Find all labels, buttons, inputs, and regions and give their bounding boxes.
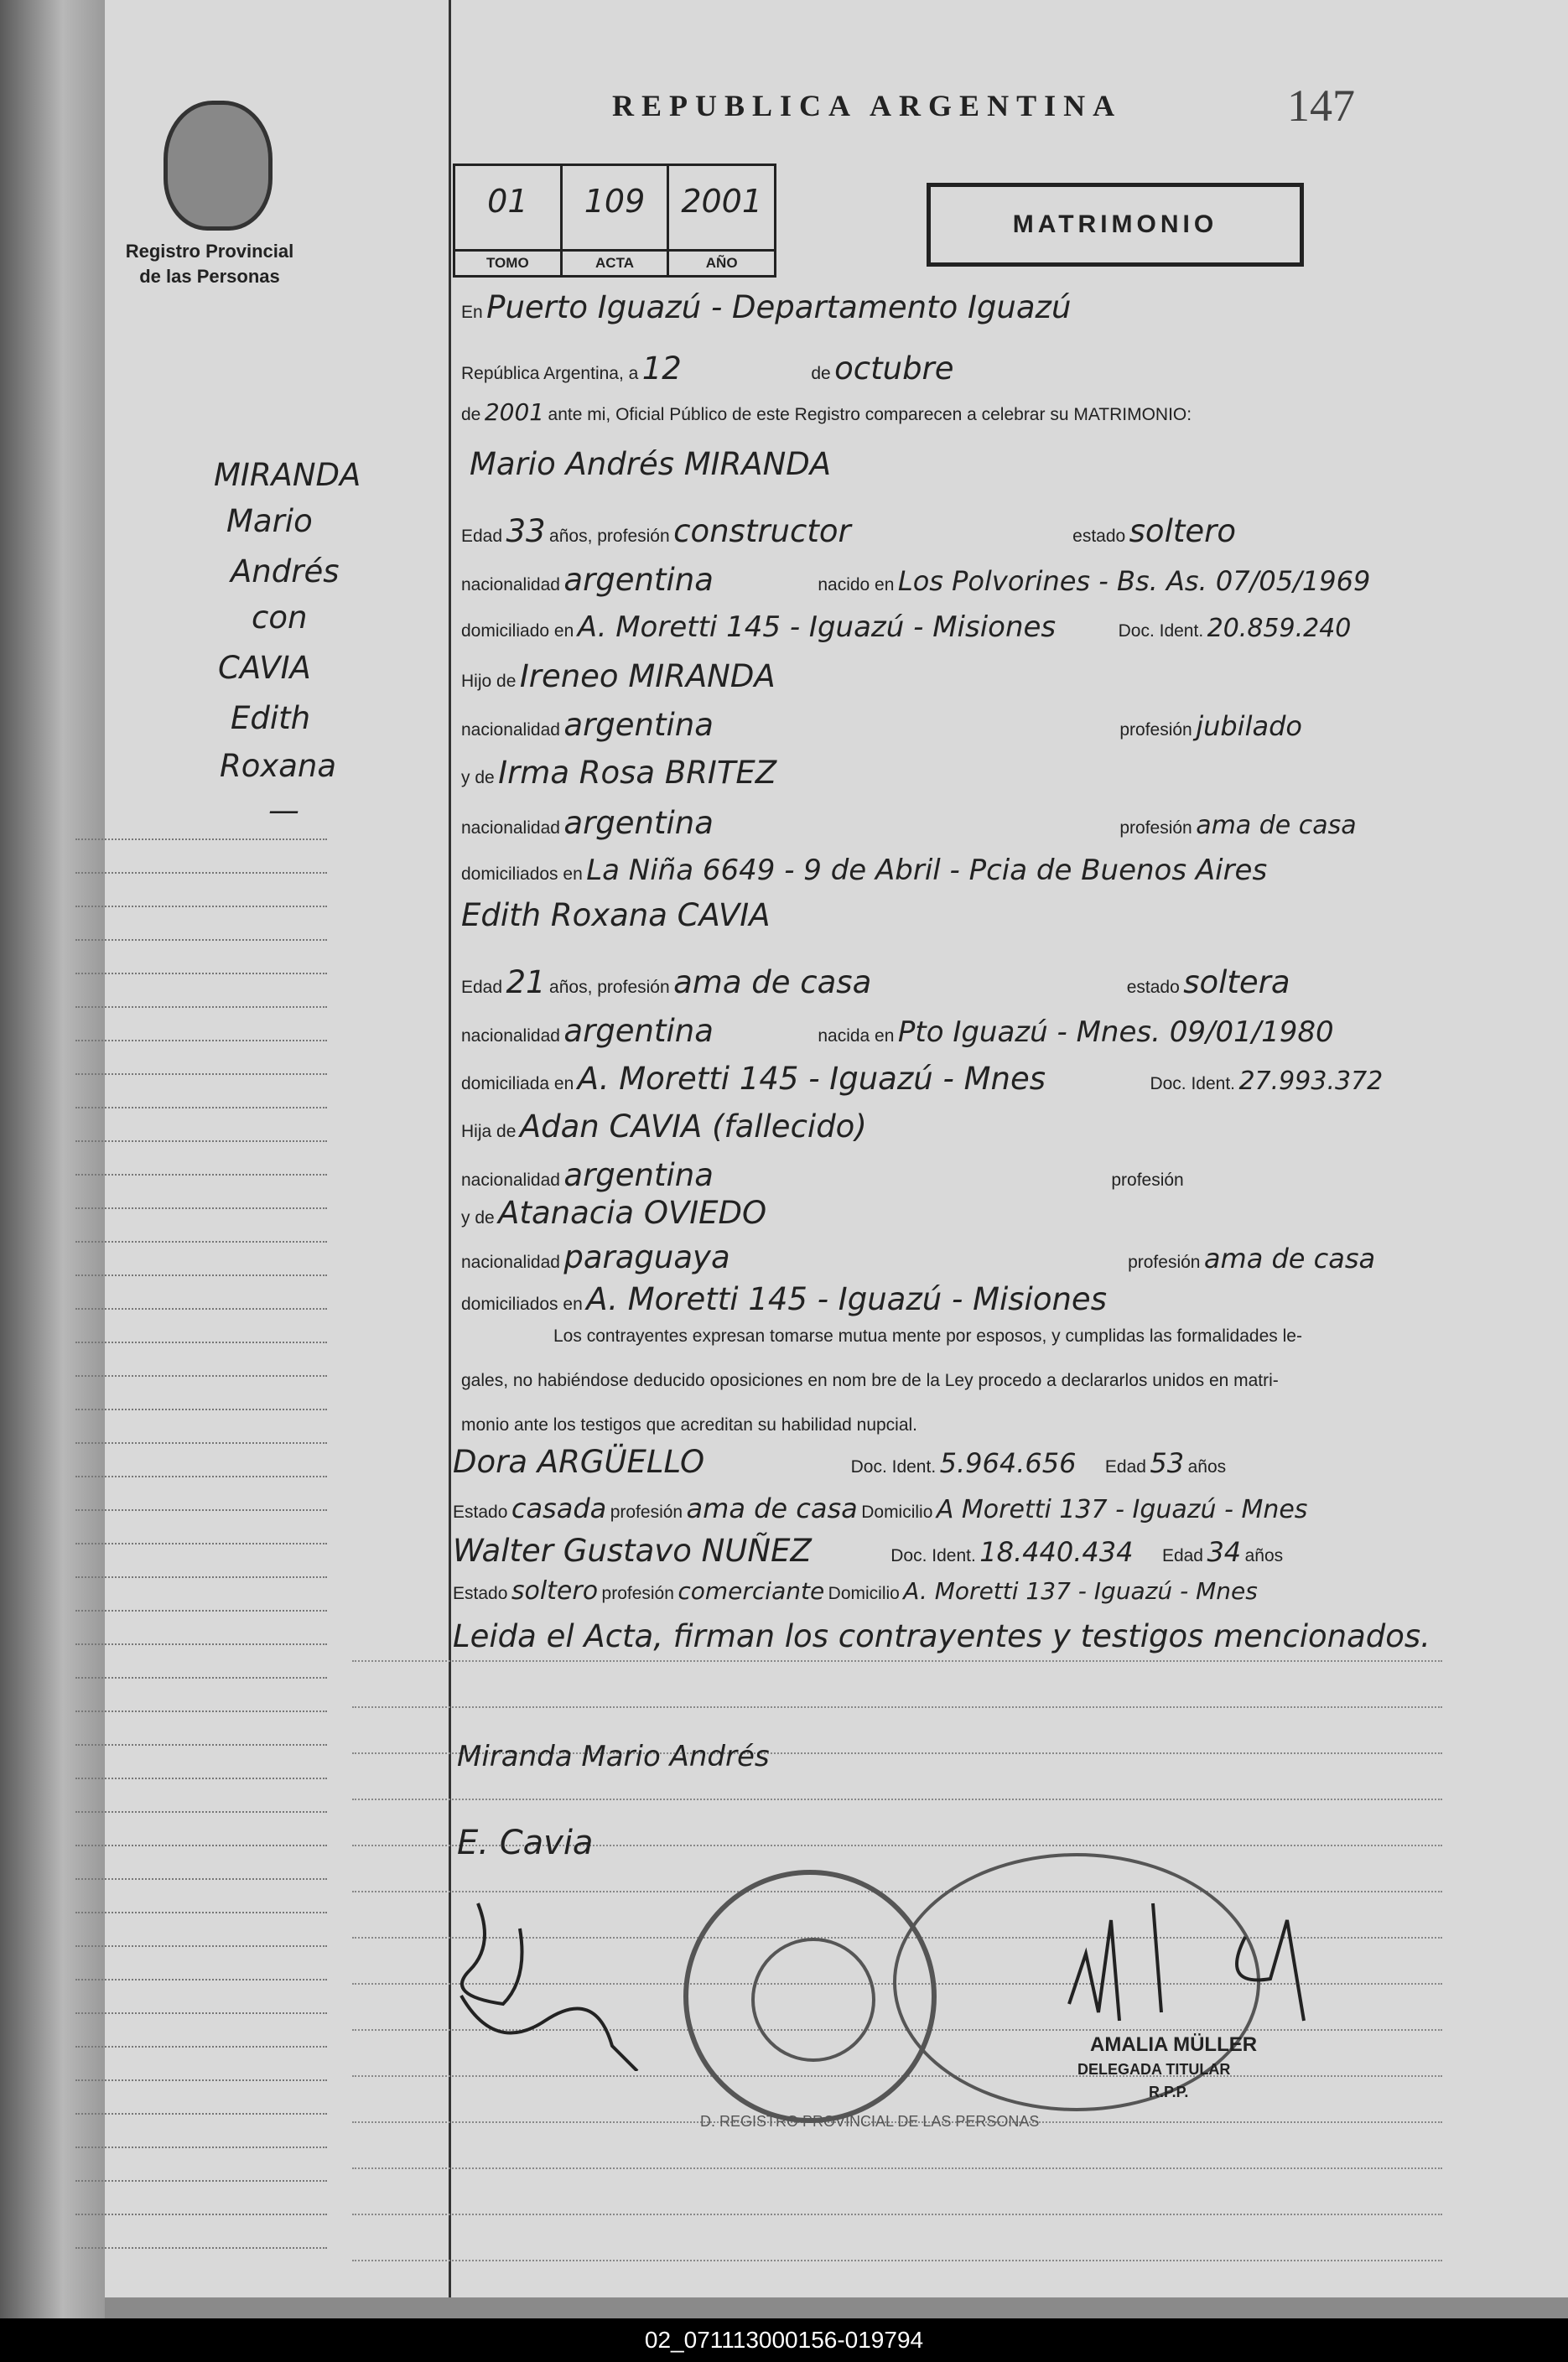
body-rule — [352, 2167, 1442, 2169]
bride-father-line: Hija de Adan CAVIA (fallecido) — [461, 1108, 867, 1145]
body-rule — [352, 2260, 1442, 2261]
margin-rule — [75, 1711, 327, 1712]
margin-rule — [75, 2214, 327, 2215]
country-title: REPUBLICA ARGENTINA — [612, 89, 1123, 122]
body-rule — [352, 1660, 1442, 1662]
margin-rule — [75, 1040, 327, 1041]
margin-rule — [75, 906, 327, 907]
margin-rule — [75, 2247, 327, 2249]
margin-rule — [75, 1878, 327, 1880]
margin-rule — [75, 1140, 327, 1142]
witness-1-detail-line: Estado casada profesión ama de casa Domicilio A Moretti 137 - Iguazú - Mnes — [453, 1492, 1308, 1524]
record-type: MATRIMONIO — [927, 183, 1304, 267]
groom-parents-address-line: domiciliados en La Niña 6649 - 9 de Abril - Pcia de Buenos Aires — [461, 854, 1268, 887]
margin-rule — [75, 2147, 327, 2148]
acta-cell: 109 ACTA — [563, 166, 670, 275]
margin-rule — [75, 1744, 327, 1746]
margin-note-line: con — [252, 600, 308, 636]
margin-rule — [75, 1543, 327, 1544]
margin-note-line: Andrés — [231, 553, 340, 589]
margin-rule — [75, 1643, 327, 1645]
margin-rule — [75, 1610, 327, 1612]
closing-statement: Leida el Acta, firman los contrayentes y testigos mencionados. — [453, 1618, 1430, 1654]
margin-rule — [75, 1073, 327, 1075]
margin-rule — [75, 2079, 327, 2081]
margin-rule — [75, 2046, 327, 2048]
officer-office: R.P.P. — [1149, 2084, 1189, 2100]
body-rule — [352, 1799, 1442, 1800]
bride-age-line: Edad 21 años, profesión ama de casa estado soltera — [461, 964, 1290, 1000]
margin-note-line: Edith — [231, 700, 311, 736]
margin-note-line: Mario — [226, 503, 313, 539]
margin-rule — [75, 1509, 327, 1511]
margin-rule — [75, 1476, 327, 1477]
groom-nationality-line: nacionalidad argentina nacido en Los Polvorines - Bs. As. 07/05/1969 — [461, 562, 1371, 598]
margin-rule — [75, 973, 327, 974]
margin-rule — [75, 2180, 327, 2182]
officer-signature — [1052, 1887, 1354, 2038]
margin-note-line: MIRANDA — [214, 457, 361, 493]
margin-rule — [75, 1375, 327, 1377]
bride-mother-nationality-line: nacionalidad paraguaya profesión ama de casa — [461, 1239, 1376, 1275]
register-box — [453, 164, 776, 278]
margin-rule — [75, 1409, 327, 1410]
bride-signature: E. Cavia — [457, 1824, 594, 1862]
margin-rule — [75, 1778, 327, 1779]
witness-2-line: Walter Gustavo NUÑEZ Doc. Ident. 18.440.434 Edad 34 años — [453, 1533, 1284, 1569]
margin-rule — [75, 838, 327, 840]
bride-father-nationality-line: nacionalidad argentina profesión — [461, 1157, 1184, 1193]
margin-rule — [75, 2012, 327, 2014]
margin-rule — [75, 1945, 327, 1947]
margin-rule — [75, 1979, 327, 1980]
margin-rule — [75, 1274, 327, 1276]
body-rule — [352, 2214, 1442, 2215]
intro-statement-line: de 2001 ante mi, Oficial Público de este Registro comparecen a celebrar su MATRIMONIO: — [461, 398, 1192, 426]
margin-note-line: CAVIA — [218, 650, 311, 686]
margin-note-line: Roxana — [220, 748, 337, 784]
bride-nationality-line: nacionalidad argentina nacida en Pto Iguazú - Mnes. 09/01/1980 — [461, 1013, 1334, 1049]
declaration-line: monio ante los testigos que acreditan su habilidad nupcial. — [461, 1415, 918, 1435]
margin-rule — [75, 1845, 327, 1846]
margin-rule — [75, 1308, 327, 1310]
bride-address-line: domiciliada en A. Moretti 145 - Iguazú - Mnes Doc. Ident. 27.993.372 — [461, 1061, 1384, 1097]
facing-page-edge — [0, 0, 105, 2318]
witness-signatures-scribble — [444, 1878, 662, 2071]
groom-mother-nationality-line: nacionalidad argentina profesión ama de casa — [461, 805, 1357, 841]
officer-title: DELEGADA TITULAR — [1077, 2061, 1231, 2078]
margin-rule — [75, 1442, 327, 1444]
bride-name: Edith Roxana CAVIA — [461, 897, 771, 933]
margin-note-line: — — [268, 792, 299, 828]
coat-of-arms-icon — [164, 101, 273, 231]
margin-rule — [75, 1912, 327, 1913]
margin-rule — [75, 939, 327, 941]
margin-rule — [75, 1107, 327, 1108]
seal-text: D. REGISTRO PROVINCIAL DE LAS PERSONAS — [700, 2113, 1040, 2130]
officer-name: AMALIA MÜLLER — [1090, 2033, 1258, 2056]
scan-identifier: 02_071113000156-019794 — [0, 2318, 1568, 2362]
witness-2-detail-line: Estado soltero profesión comerciante Domicilio A. Moretti 137 - Iguazú - Mnes — [453, 1576, 1258, 1606]
margin-rule — [75, 1342, 327, 1343]
groom-signature: Miranda Mario Andrés — [457, 1740, 770, 1773]
bride-parents-address-line: domiciliados en A. Moretti 145 - Iguazú - Misiones — [461, 1281, 1107, 1317]
margin-rule — [75, 1811, 327, 1813]
margin-rule — [75, 1677, 327, 1679]
margin-rule — [75, 1207, 327, 1209]
margin-rule — [75, 1006, 327, 1008]
margin-column — [105, 0, 451, 2297]
groom-name: Mario Andrés MIRANDA — [470, 446, 832, 482]
registry-name: Registro Provincial de las Personas — [125, 241, 294, 287]
margin-rule — [75, 1241, 327, 1243]
body-rule — [352, 1706, 1442, 1708]
tomo-cell: 01 TOMO — [455, 166, 563, 275]
margin-rule — [75, 1174, 327, 1176]
intro-date-line: República Argentina, a 12 de octubre — [461, 350, 954, 387]
groom-mother-line: y de Irma Rosa BRITEZ — [461, 755, 777, 791]
witness-1-line: Dora ARGÜELLO Doc. Ident. 5.964.656 Edad 53 años — [453, 1444, 1227, 1480]
anio-cell: 2001 AÑO — [669, 166, 774, 275]
groom-address-line: domiciliado en A. Moretti 145 - Iguazú - Misiones Doc. Ident. 20.859.240 — [461, 610, 1352, 644]
groom-father-line: Hijo de Ireneo MIRANDA — [461, 658, 776, 694]
page-number: 147 — [1287, 80, 1355, 131]
groom-father-nationality-line: nacionalidad argentina profesión jubilado — [461, 707, 1302, 743]
margin-rule — [75, 872, 327, 874]
intro-place-line: En Puerto Iguazú - Departamento Iguazú — [461, 289, 1072, 325]
declaration-line: Los contrayentes expresan tomarse mutua mente por esposos, y cumplidas las formalidades le- — [553, 1326, 1302, 1346]
margin-rule — [75, 2113, 327, 2115]
bride-mother-line: y de Atanacia OVIEDO — [461, 1195, 767, 1231]
declaration-line: gales, no habiéndose deducido oposiciones en nom bre de la Ley procedo a declararlos unidos en matri- — [461, 1371, 1279, 1390]
groom-age-line: Edad 33 años, profesión constructor estado soltero — [461, 513, 1236, 549]
margin-rule — [75, 1576, 327, 1578]
